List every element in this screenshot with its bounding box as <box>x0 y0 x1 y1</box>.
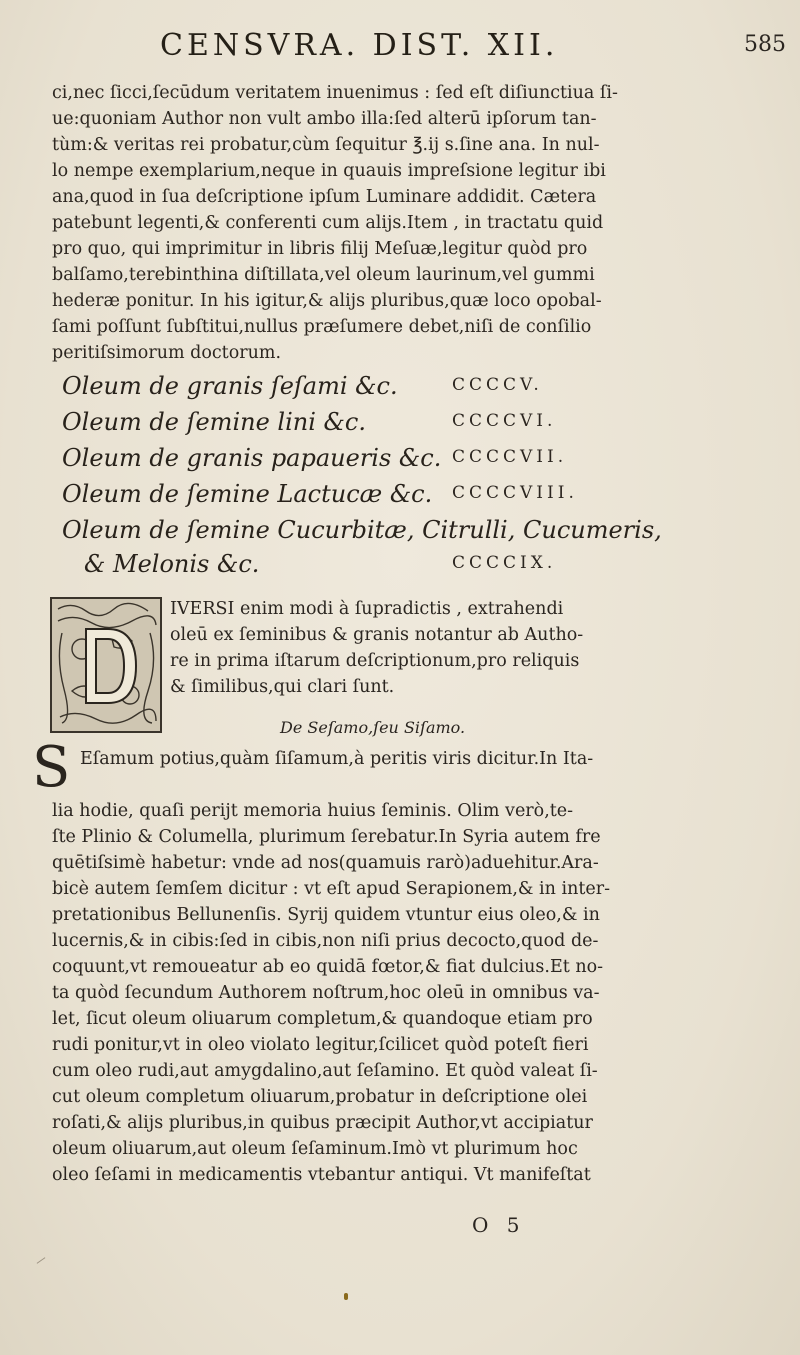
entry-title: Oleum de ſemine Cucurbitæ, Citrulli, Cucumeris, <box>62 516 662 544</box>
entry-title: Oleum de ſemine lini &c. <box>62 408 366 436</box>
text-line: ana,quod in ſua deſcriptione ipſum Luminare addidit. Cætera <box>52 187 597 207</box>
entry-title: & Melonis &c. <box>84 550 260 578</box>
drop-cap: S <box>32 735 71 800</box>
page-header <box>0 28 800 68</box>
text-line: peritiſsimorum doctorum. <box>52 343 282 363</box>
text-line: re in prima iſtarum deſcriptionum,pro reliquis <box>170 651 580 671</box>
text-line: ſami poſſunt ſubſtitui,nullus præſumere debet,niſi de conſilio <box>52 317 592 337</box>
entry-number: CCCCVI. <box>452 411 557 431</box>
paragraph-3 <box>52 798 742 1188</box>
text-line: cut oleum completum oliuarum,probatur in deſcriptione olei <box>52 1087 588 1107</box>
decorated-initial-icon <box>50 597 162 733</box>
entry-number: CCCCIX. <box>452 553 557 573</box>
entry-row <box>62 372 742 408</box>
entry-title: Oleum de granis papaueris &c. <box>62 444 442 472</box>
entry-row <box>62 480 742 516</box>
text-line: ue:quoniam Author non vult ambo illa:ſed alterū ipſorum tan- <box>52 109 597 129</box>
text-line: tùm:& veritas rei probatur,cùm ſequitur ℥.ij s.ſine ana. In nul- <box>52 135 600 155</box>
text-line: bicè autem ſemſem dicitur : vt eſt apud Serapionem,& in inter- <box>52 879 611 899</box>
text-line: oleum oliuarum,aut oleum ſeſaminum.Imò vt plurimum hoc <box>52 1139 578 1159</box>
text-line: pro quo, qui imprimitur in libris filij Meſuæ,legitur quòd pro <box>52 239 588 259</box>
text-line: roſati,& alijs pluribus,in quibus præcipit Author,vt accipiatur <box>52 1113 593 1133</box>
entry-title: Oleum de ſemine Lactucæ &c. <box>62 480 433 508</box>
text-line: rudi ponitur,vt in oleo violato legitur,ſcilicet quòd poteſt fieri <box>52 1035 589 1055</box>
text-line: oleū ex ſeminibus & granis notantur ab Autho- <box>170 625 584 645</box>
text-line: lo nempe exemplarium,neque in quauis impreſsione legitur ibi <box>52 161 606 181</box>
running-head: CENSVRA. DIST. XII. <box>160 28 559 63</box>
entry-row <box>62 550 742 590</box>
text-line: cum oleo rudi,aut amygdalino,aut ſeſamino. Et quòd valeat ſi- <box>52 1061 598 1081</box>
text-line: pretationibus Bellunenſis. Syrij quidem vtuntur eius oleo,& in <box>52 905 600 925</box>
text-line: patebunt legenti,& conferenti cum alijs.Item , in tractatu quid <box>52 213 604 233</box>
entry-title: Oleum de granis ſeſami &c. <box>62 372 398 400</box>
text-line: ta quòd ſecundum Authorem noſtrum,hoc oleū in omnibus va- <box>52 983 600 1003</box>
recipe-entries <box>62 372 742 590</box>
page-number: 585 <box>744 32 786 57</box>
entry-row <box>62 408 742 444</box>
text-line: ſte Plinio & Columella, plurimum ſerebatur.In Syria autem fre <box>52 827 601 847</box>
text-line: balſamo,terebinthina diſtillata,vel oleum laurinum,vel gummi <box>52 265 595 285</box>
entry-row <box>62 516 742 550</box>
text-line: lucernis,& in cibis:ſed in cibis,non niſi prius decocto,quod de- <box>52 931 599 951</box>
entry-number: CCCCVII. <box>452 447 568 467</box>
paragraph-1 <box>52 80 712 366</box>
section-subheading: De Seſamo,ſeu Siſamo. <box>280 718 466 737</box>
ink-speck <box>344 1293 348 1300</box>
entry-number: CCCCV. <box>452 375 543 395</box>
paper-mark <box>37 1257 46 1264</box>
entry-number: CCCCVIII. <box>452 483 578 503</box>
text-line: & ſimilibus,qui clari ſunt. <box>170 677 395 697</box>
text-line: ci,nec ſicci,ſecūdum veritatem inuenimus : ſed eſt diſiunctiua ſi- <box>52 83 618 103</box>
text-line: oleo ſeſami in medicamentis vtebantur antiqui. Vt manifeſtat <box>52 1165 591 1185</box>
text-line: hederæ ponitur. In his igitur,& alijs pluribus,quæ loco opobal- <box>52 291 602 311</box>
text-line: coquunt,vt remoueatur ab eo quidā fœtor,& fiat dulcius.Et no- <box>52 957 604 977</box>
catchword: O 5 <box>472 1213 526 1237</box>
text-line: IVERSI enim modi à ſupradictis , extrahendi <box>170 599 564 619</box>
entry-row <box>62 444 742 480</box>
text-line: lia hodie, quaſi perijt memoria huius ſeminis. Olim verò,te- <box>52 801 574 821</box>
paragraph-3-first-line: Eſamum potius,quàm ſiſamum,à peritis viris dicitur.In Ita- <box>80 749 594 769</box>
paragraph-2 <box>170 596 730 700</box>
text-line: quētiſsimè habetur: vnde ad nos(quamuis rarò)aduehitur.Ara- <box>52 853 599 873</box>
text-line: let, ſicut oleum oliuarum completum,& quandoque etiam pro <box>52 1009 593 1029</box>
